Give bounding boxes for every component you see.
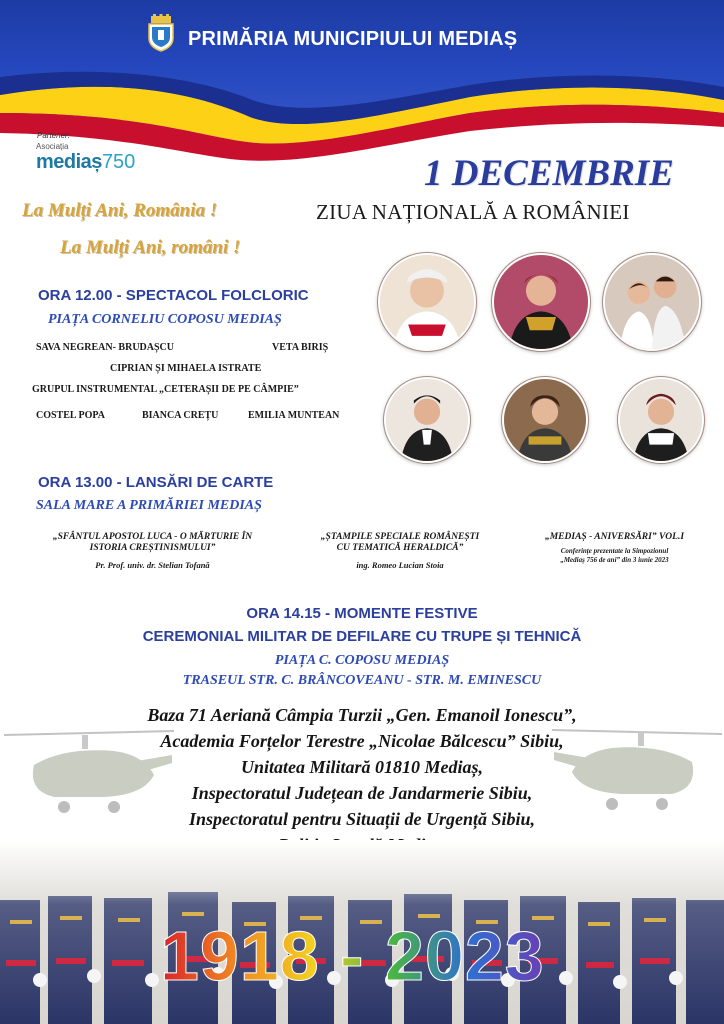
unit-line: Baza 71 Aeriană Câmpia Turzii „Gen. Emanoil Ionescu”,: [147, 705, 577, 725]
ceremony-route: TRASEUL STR. C. BRÂNCOVEANU - STR. M. EMINESCU: [182, 673, 542, 688]
performer-name: BIANCA CREȚU: [142, 410, 219, 421]
ceremony-title: CEREMONIAL MILITAR DE DEFILARE CU TRUPE ȘI TEHNICĂ: [142, 628, 582, 645]
book-title-line: CU TEMATICĂ HERALDICĂ”: [336, 543, 464, 553]
performer-portrait: [618, 377, 704, 463]
performer-portrait: [603, 253, 701, 351]
greeting-line-2: La Mulți Ani, români !: [60, 237, 241, 258]
event-date-title: 1 DECEMBRIE: [424, 153, 674, 194]
book-note-line: „Mediaș 756 de ani” din 3 iunie 2023: [560, 556, 669, 564]
unit-line: Inspectoratul Județean de Jandarmerie Sibiu,: [191, 783, 533, 803]
year-start: 1918: [160, 917, 320, 995]
book-title-line: ISTORIA CREȘTINISMULUI”: [89, 543, 216, 553]
ceremony-venue: PIAȚA C. COPOSU MEDIAȘ: [274, 653, 450, 668]
performer-portrait: [502, 377, 588, 463]
partner-label: Partener:: [37, 131, 70, 140]
coat-of-arms-icon: [146, 14, 176, 52]
performer-portrait: [378, 253, 476, 351]
page-title: PRIMĂRIA MUNICIPIULUI MEDIAȘ: [188, 28, 518, 50]
performer-name: CIPRIAN ȘI MIHAELA ISTRATE: [110, 363, 262, 374]
partner-logo: [36, 143, 135, 174]
folk-time-heading: ORA 12.00 - SPECTACOL FOLCLORIC: [38, 287, 309, 304]
book-note-line: Conferințe prezentate la Simpozionul: [560, 547, 669, 555]
performer-name: VETA BIRIȘ: [272, 342, 329, 353]
book-title: [20, 532, 285, 554]
event-subtitle: ZIUA NAȚIONALĂ A ROMÂNIEI: [316, 200, 630, 224]
years-text: [160, 917, 545, 995]
book-note: [512, 547, 717, 565]
books-venue: SALA MARE A PRIMĂRIEI MEDIAȘ: [36, 498, 262, 513]
folk-venue: PIAȚA CORNELIU COPOSU MEDIAȘ: [48, 312, 282, 327]
greeting-line-1: La Mulți Ani, România !: [22, 200, 218, 221]
book-author: Pr. Prof. univ. dr. Stelian Tofană: [95, 560, 210, 570]
performer-name: EMILIA MUNTEAN: [248, 410, 340, 421]
partner-logo-num: 750: [101, 151, 136, 173]
performer-portrait: [492, 253, 590, 351]
year-end: 2023: [384, 917, 545, 995]
ceremony-time-heading: ORA 14.15 - MOMENTE FESTIVE: [246, 605, 478, 622]
book-title-line: „MEDIAȘ - ANIVERSĂRI” VOL.I: [544, 532, 685, 542]
performer-name: GRUPUL INSTRUMENTAL „CETERAȘII DE PE CÂMPIE”: [32, 384, 299, 395]
year-separator: -: [319, 917, 385, 995]
unit-line: Unitatea Militară 01810 Mediaș,: [240, 757, 483, 777]
book-author: ing. Romeo Lucian Stoia: [356, 560, 444, 570]
book-title: [300, 532, 500, 554]
partner-assoc: Asociația: [36, 142, 69, 151]
book-title-line: „ȘTAMPILE SPECIALE ROMÂNEȘTI: [320, 532, 480, 542]
partner-logo-main: mediaș: [36, 151, 102, 173]
unit-line: Academia Forțelor Terestre „Nicolae Bălcescu” Sibiu,: [160, 731, 564, 751]
unit-line: Inspectoratul pentru Situații de Urgență Sibiu,: [188, 809, 536, 829]
performer-name: SAVA NEGREAN- BRUDAȘCU: [36, 342, 174, 353]
book-title-line: „SFÂNTUL APOSTOL LUCA - O MĂRTURIE ÎN: [52, 532, 253, 542]
performer-name: COSTEL POPA: [36, 410, 105, 421]
books-time-heading: ORA 13.00 - LANSĂRI DE CARTE: [38, 474, 274, 491]
book-title: [512, 532, 717, 543]
performer-portrait: [384, 377, 470, 463]
years-banner: [160, 912, 560, 995]
